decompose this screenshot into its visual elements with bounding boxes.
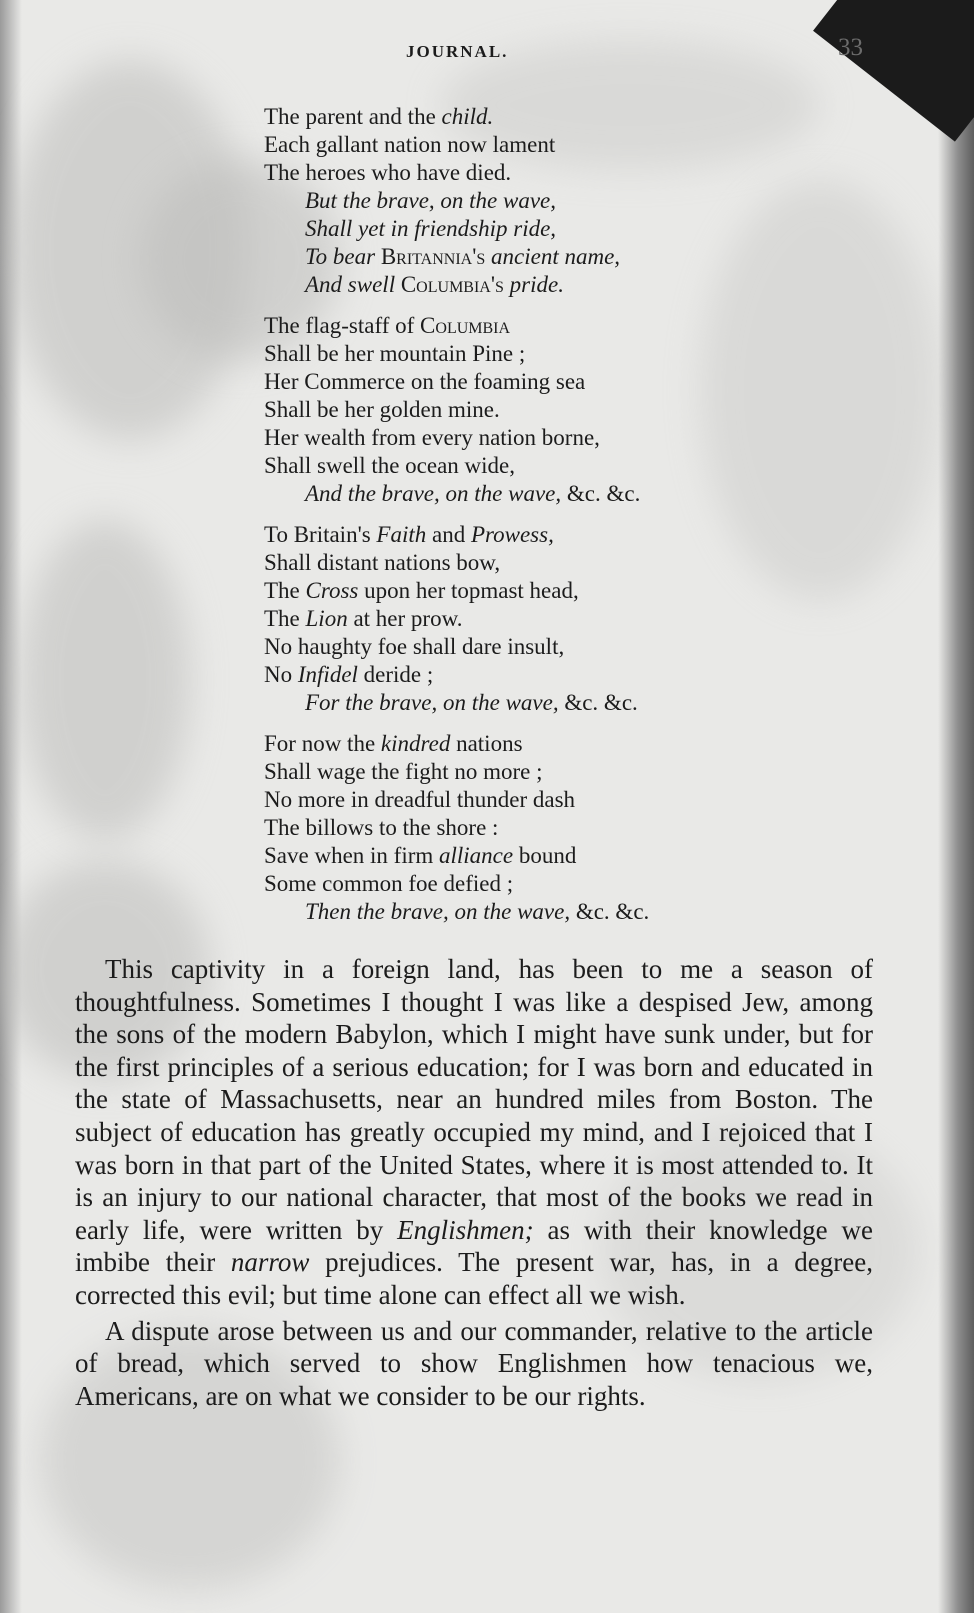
poem-line: For now the kindred nations — [264, 731, 523, 756]
poem-line: No Infidel deride ; — [264, 662, 434, 687]
poem-line: The Cross upon her topmast head, — [264, 578, 579, 603]
scan-stain — [20, 520, 190, 840]
poem-refrain-line: Then the brave, on the wave, &c. &c. — [305, 899, 650, 924]
poem-line: Save when in firm alliance bound — [264, 843, 577, 868]
poem-refrain-line: To bear Britannia's ancient name, — [305, 244, 621, 269]
paragraph: A dispute arose between us and our commander, relative to the article of bread, which served to show Englishmen how tenacious we, Americans, are on what we consider to be our rights. — [75, 1315, 873, 1411]
poem-line: Her Commerce on the foaming sea — [264, 369, 586, 394]
poem-line: The heroes who have died. — [264, 160, 512, 185]
poem-line: No haughty foe shall dare insult, — [264, 634, 565, 659]
poem-line: To Britain's Faith and Prowess, — [264, 522, 554, 547]
poem-line: Some common foe defied ; — [264, 871, 514, 896]
poem-stanza — [264, 103, 904, 299]
poem — [264, 103, 904, 939]
poem-stanza — [264, 521, 904, 717]
poem-refrain-line: Shall yet in friendship ride, — [305, 216, 557, 241]
poem-stanza — [264, 730, 904, 926]
poem-line: Her wealth from every nation borne, — [264, 425, 600, 450]
poem-line: Shall swell the ocean wide, — [264, 453, 516, 478]
prose-body — [75, 953, 873, 1415]
paragraph: This captivity in a foreign land, has been to me a season of thoughtfulness. Sometimes I thought I was like a despised Jew, among the sons of the modern Babylon, which I might have sunk under, but for the first principles of a serious education; for I was born and educated in the state of Massachusetts, near an hundred miles from Boston. The subject of education has greatly occupied my mind, and I rejoiced that I was born in that part of the United States, where it is most attended to. It is an injury to our national character, that most of the books we read in early life, were written by Englishmen; as with their knowledge we imbibe their narrow prejudices. The present war, has, in a degree, corrected this evil; but time alone can effect all we wish. — [75, 954, 873, 1310]
poem-line: Shall distant nations bow, — [264, 550, 501, 575]
page-number: 33 — [838, 34, 863, 61]
poem-refrain-line: But the brave, on the wave, — [305, 188, 557, 213]
poem-line: Shall be her mountain Pine ; — [264, 341, 526, 366]
poem-refrain-line: And swell Columbia's pride. — [305, 272, 564, 297]
running-head: JOURNAL. — [406, 42, 509, 61]
poem-stanza — [264, 312, 904, 508]
poem-line: The flag-staff of Columbia — [264, 313, 511, 338]
poem-line: Each gallant nation now lament — [264, 132, 556, 157]
poem-line: Shall wage the fight no more ; — [264, 759, 543, 784]
page-edge-shadow-right — [938, 0, 974, 1613]
poem-refrain-line: And the brave, on the wave, &c. &c. — [305, 481, 641, 506]
poem-line: The Lion at her prow. — [264, 606, 463, 631]
poem-line: The billows to the shore : — [264, 815, 499, 840]
poem-line: Shall be her golden mine. — [264, 397, 500, 422]
poem-line: No more in dreadful thunder dash — [264, 787, 576, 812]
poem-line: The parent and the child. — [264, 104, 494, 129]
poem-refrain-line: For the brave, on the wave, &c. &c. — [305, 690, 638, 715]
